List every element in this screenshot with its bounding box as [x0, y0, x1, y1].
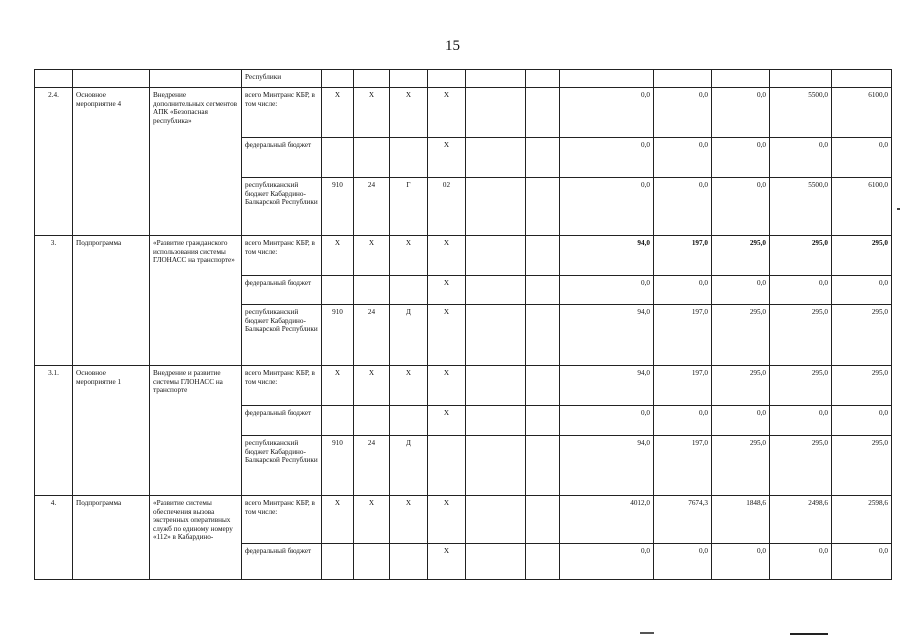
value-cell: 0,0 — [560, 88, 654, 138]
value-cell: 5500,0 — [770, 88, 832, 138]
value-cell: 295,0 — [832, 366, 892, 406]
vr-cell: X — [428, 276, 466, 305]
value-cell: 1848,6 — [712, 496, 770, 544]
pr-cell: Д — [390, 436, 428, 496]
value-cell: 0,0 — [560, 138, 654, 178]
item-type: Основное мероприятие 1 — [73, 366, 150, 496]
budget-source-cell: федеральный бюджет — [242, 276, 322, 305]
value-cell: 94,0 — [560, 366, 654, 406]
item-type: Основное мероприятие 4 — [73, 88, 150, 236]
value-cell: 0,0 — [832, 138, 892, 178]
value-cell: 0,0 — [560, 406, 654, 436]
vr-cell: X — [428, 88, 466, 138]
rz-cell: X — [354, 496, 390, 544]
table-row — [35, 70, 892, 88]
vr-cell: X — [428, 236, 466, 276]
value-cell: 197,0 — [654, 236, 712, 276]
value-cell: 0,0 — [832, 406, 892, 436]
vr-cell: X — [428, 138, 466, 178]
value-cell: 197,0 — [654, 436, 712, 496]
value-cell: 0,0 — [560, 276, 654, 305]
budget-table — [34, 69, 892, 580]
value-cell: 0,0 — [654, 88, 712, 138]
item-number: 2.4. — [35, 88, 73, 236]
value-cell: 2598,6 — [832, 496, 892, 544]
value-cell: 94,0 — [560, 436, 654, 496]
value-cell: 0,0 — [560, 544, 654, 580]
value-cell: 0,0 — [712, 88, 770, 138]
pr-cell — [390, 544, 428, 580]
value-cell: 0,0 — [654, 178, 712, 236]
rz-cell: X — [354, 366, 390, 406]
grbs-cell — [322, 138, 354, 178]
value-cell: 0,0 — [712, 138, 770, 178]
scan-mark — [640, 632, 654, 634]
value-cell: 0,0 — [770, 406, 832, 436]
page-number: 15 — [445, 38, 460, 54]
rz-cell: 24 — [354, 436, 390, 496]
pr-cell: X — [390, 366, 428, 406]
grbs-cell: 910 — [322, 178, 354, 236]
value-cell: 0,0 — [654, 276, 712, 305]
pr-cell — [390, 406, 428, 436]
vr-cell: X — [428, 366, 466, 406]
budget-source-cell: всего Минтранс КБР, в том числе: — [242, 366, 322, 406]
vr-cell: X — [428, 544, 466, 580]
budget-source-cell: республиканский бюджет Кабардино-Балкарской Республики — [242, 178, 322, 236]
grbs-cell: X — [322, 236, 354, 276]
value-cell: 295,0 — [712, 436, 770, 496]
grbs-cell — [322, 406, 354, 436]
pr-cell: X — [390, 496, 428, 544]
value-cell: 0,0 — [770, 276, 832, 305]
item-number: 3.1. — [35, 366, 73, 496]
budget-source-cell: всего Минтранс КБР, в том числе: — [242, 236, 322, 276]
value-cell: 0,0 — [770, 544, 832, 580]
value-cell: 6100,0 — [832, 88, 892, 138]
table-row — [35, 88, 892, 138]
value-cell: 0,0 — [654, 138, 712, 178]
value-cell: 295,0 — [712, 236, 770, 276]
rz-cell: X — [354, 236, 390, 276]
value-cell: 5500,0 — [770, 178, 832, 236]
grbs-cell: X — [322, 88, 354, 138]
item-number: 3. — [35, 236, 73, 366]
grbs-cell — [322, 544, 354, 580]
grbs-cell — [322, 276, 354, 305]
item-type: Подпрограмма — [73, 496, 150, 580]
item-name: «Развитие системы обеспечения вызова экстренных оперативных служб по единому номеру «112» в Кабардино- — [150, 496, 242, 580]
table-row — [35, 236, 892, 276]
value-cell: 0,0 — [560, 178, 654, 236]
vr-cell: X — [428, 496, 466, 544]
vr-cell: X — [428, 406, 466, 436]
value-cell: 295,0 — [770, 305, 832, 366]
rz-cell — [354, 544, 390, 580]
value-cell: 197,0 — [654, 366, 712, 406]
value-cell: 295,0 — [832, 236, 892, 276]
pr-cell: Д — [390, 305, 428, 366]
value-cell: 197,0 — [654, 305, 712, 366]
budget-source-cell: республиканский бюджет Кабардино-Балкарской Республики — [242, 305, 322, 366]
value-cell: 6100,0 — [832, 178, 892, 236]
budget-source-cell: Республики — [242, 70, 322, 88]
grbs-cell: 910 — [322, 436, 354, 496]
pr-cell — [390, 276, 428, 305]
value-cell: 295,0 — [712, 305, 770, 366]
rz-cell: X — [354, 88, 390, 138]
value-cell: 0,0 — [654, 544, 712, 580]
value-cell: 94,0 — [560, 305, 654, 366]
budget-source-cell: всего Минтранс КБР, в том числе: — [242, 88, 322, 138]
pr-cell: X — [390, 88, 428, 138]
value-cell: 0,0 — [712, 406, 770, 436]
value-cell: 0,0 — [832, 276, 892, 305]
rz-cell — [354, 138, 390, 178]
vr-cell: 02 — [428, 178, 466, 236]
value-cell: 295,0 — [712, 366, 770, 406]
table-row — [35, 366, 892, 406]
rz-cell: 24 — [354, 305, 390, 366]
value-cell: 295,0 — [770, 236, 832, 276]
pr-cell — [390, 138, 428, 178]
value-cell: 295,0 — [832, 436, 892, 496]
vr-cell — [428, 436, 466, 496]
budget-source-cell: республиканский бюджет Кабардино-Балкарской Республики — [242, 436, 322, 496]
value-cell: 0,0 — [712, 276, 770, 305]
rz-cell — [354, 276, 390, 305]
value-cell: 7674,3 — [654, 496, 712, 544]
value-cell: 0,0 — [832, 544, 892, 580]
value-cell: 0,0 — [654, 406, 712, 436]
budget-source-cell: федеральный бюджет — [242, 138, 322, 178]
budget-source-cell: федеральный бюджет — [242, 406, 322, 436]
vr-cell: X — [428, 305, 466, 366]
value-cell: 2498,6 — [770, 496, 832, 544]
value-cell: 295,0 — [770, 366, 832, 406]
rz-cell: 24 — [354, 178, 390, 236]
scan-mark — [897, 208, 900, 210]
item-number: 4. — [35, 496, 73, 580]
value-cell: 0,0 — [712, 178, 770, 236]
item-type: Подпрограмма — [73, 236, 150, 366]
grbs-cell: X — [322, 496, 354, 544]
table-row — [35, 496, 892, 544]
pr-cell: Г — [390, 178, 428, 236]
item-name: «Развитие гражданского использования системы ГЛОНАСС на транспорте» — [150, 236, 242, 366]
value-cell: 295,0 — [770, 436, 832, 496]
value-cell: 0,0 — [712, 544, 770, 580]
pr-cell: X — [390, 236, 428, 276]
item-name: Внедрение дополнительных сегментов АПК «Безопасная республика» — [150, 88, 242, 236]
scan-mark — [790, 633, 828, 635]
rz-cell — [354, 406, 390, 436]
item-name: Внедрение и развитие системы ГЛОНАСС на транспорте — [150, 366, 242, 496]
grbs-cell: 910 — [322, 305, 354, 366]
budget-source-cell: федеральный бюджет — [242, 544, 322, 580]
value-cell: 295,0 — [832, 305, 892, 366]
grbs-cell: X — [322, 366, 354, 406]
value-cell: 4012,0 — [560, 496, 654, 544]
value-cell: 0,0 — [770, 138, 832, 178]
budget-source-cell: всего Минтранс КБР, в том числе: — [242, 496, 322, 544]
value-cell: 94,0 — [560, 236, 654, 276]
